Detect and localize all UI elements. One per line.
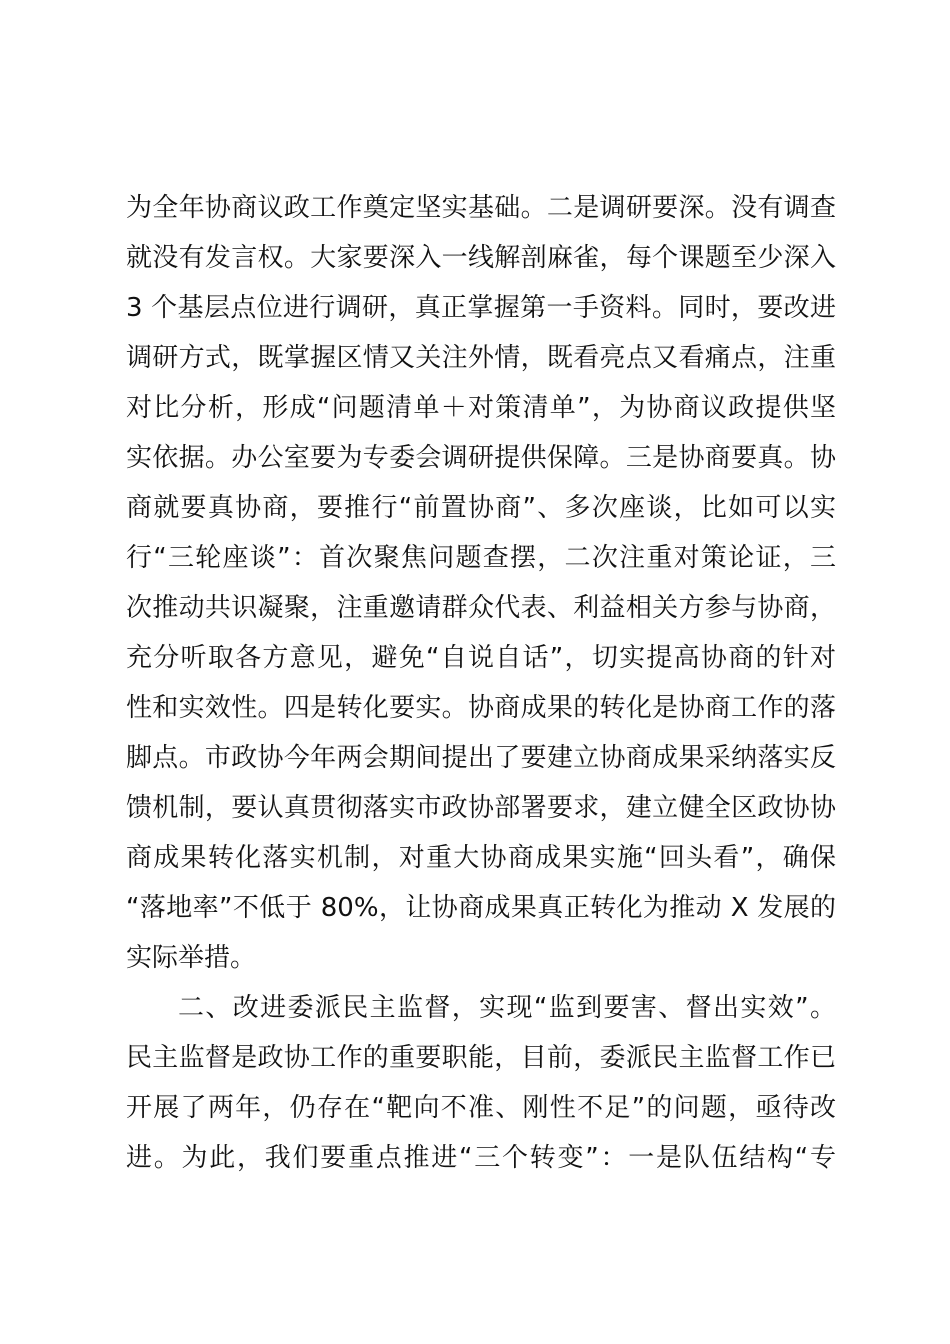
text-line: 3 个基层点位进行调研，真正掌握第一手资料。同时，要改进 [126,293,836,323]
text-line: 进。为此，我们要重点推进“三个转变”：一是队伍结构“专 [126,1143,836,1173]
text-line: 充分听取各方意见，避免“自说自话”，切实提高协商的针对 [126,643,836,673]
paragraph [126,183,836,983]
text-line: 就没有发言权。大家要深入一线解剖麻雀，每个课题至少深入 [126,243,836,273]
text-line: 对比分析，形成“问题清单＋对策清单”，为协商议政提供坚 [126,393,836,423]
body-text [126,183,836,1183]
text-line: 调研方式，既掌握区情又关注外情，既看亮点又看痛点，注重 [126,343,836,373]
text-line: 为全年协商议政工作奠定坚实基础。二是调研要深。没有调查 [126,193,836,223]
text-line: “落地率”不低于 80%，让协商成果真正转化为推动 X 发展的 [126,893,836,923]
text-line: 行“三轮座谈”：首次聚焦问题查摆，二次注重对策论证，三 [126,543,836,573]
text-line: 商成果转化落实机制，对重大协商成果实施“回头看”，确保 [126,843,836,873]
text-line: 开展了两年，仍存在“靶向不准、刚性不足”的问题，亟待改 [126,1093,836,1123]
text-line: 次推动共识凝聚，注重邀请群众代表、利益相关方参与协商， [126,593,836,623]
text-line: 性和实效性。四是转化要实。协商成果的转化是协商工作的落 [126,693,836,723]
text-line: 民主监督是政协工作的重要职能，目前，委派民主监督工作已 [126,1043,836,1073]
section-heading-line: 二、改进委派民主监督，实现“监到要害、督出实效”。 [178,993,836,1023]
text-line: 馈机制，要认真贯彻落实市政协部署要求，建立健全区政协协 [126,793,836,823]
text-line: 实依据。办公室要为专委会调研提供保障。三是协商要真。协 [126,443,836,473]
paragraph [126,983,836,1183]
text-line: 商就要真协商，要推行“前置协商”、多次座谈，比如可以实 [126,493,836,523]
text-line: 脚点。市政协今年两会期间提出了要建立协商成果采纳落实反 [126,743,836,773]
text-line: 实际举措。 [126,943,257,973]
